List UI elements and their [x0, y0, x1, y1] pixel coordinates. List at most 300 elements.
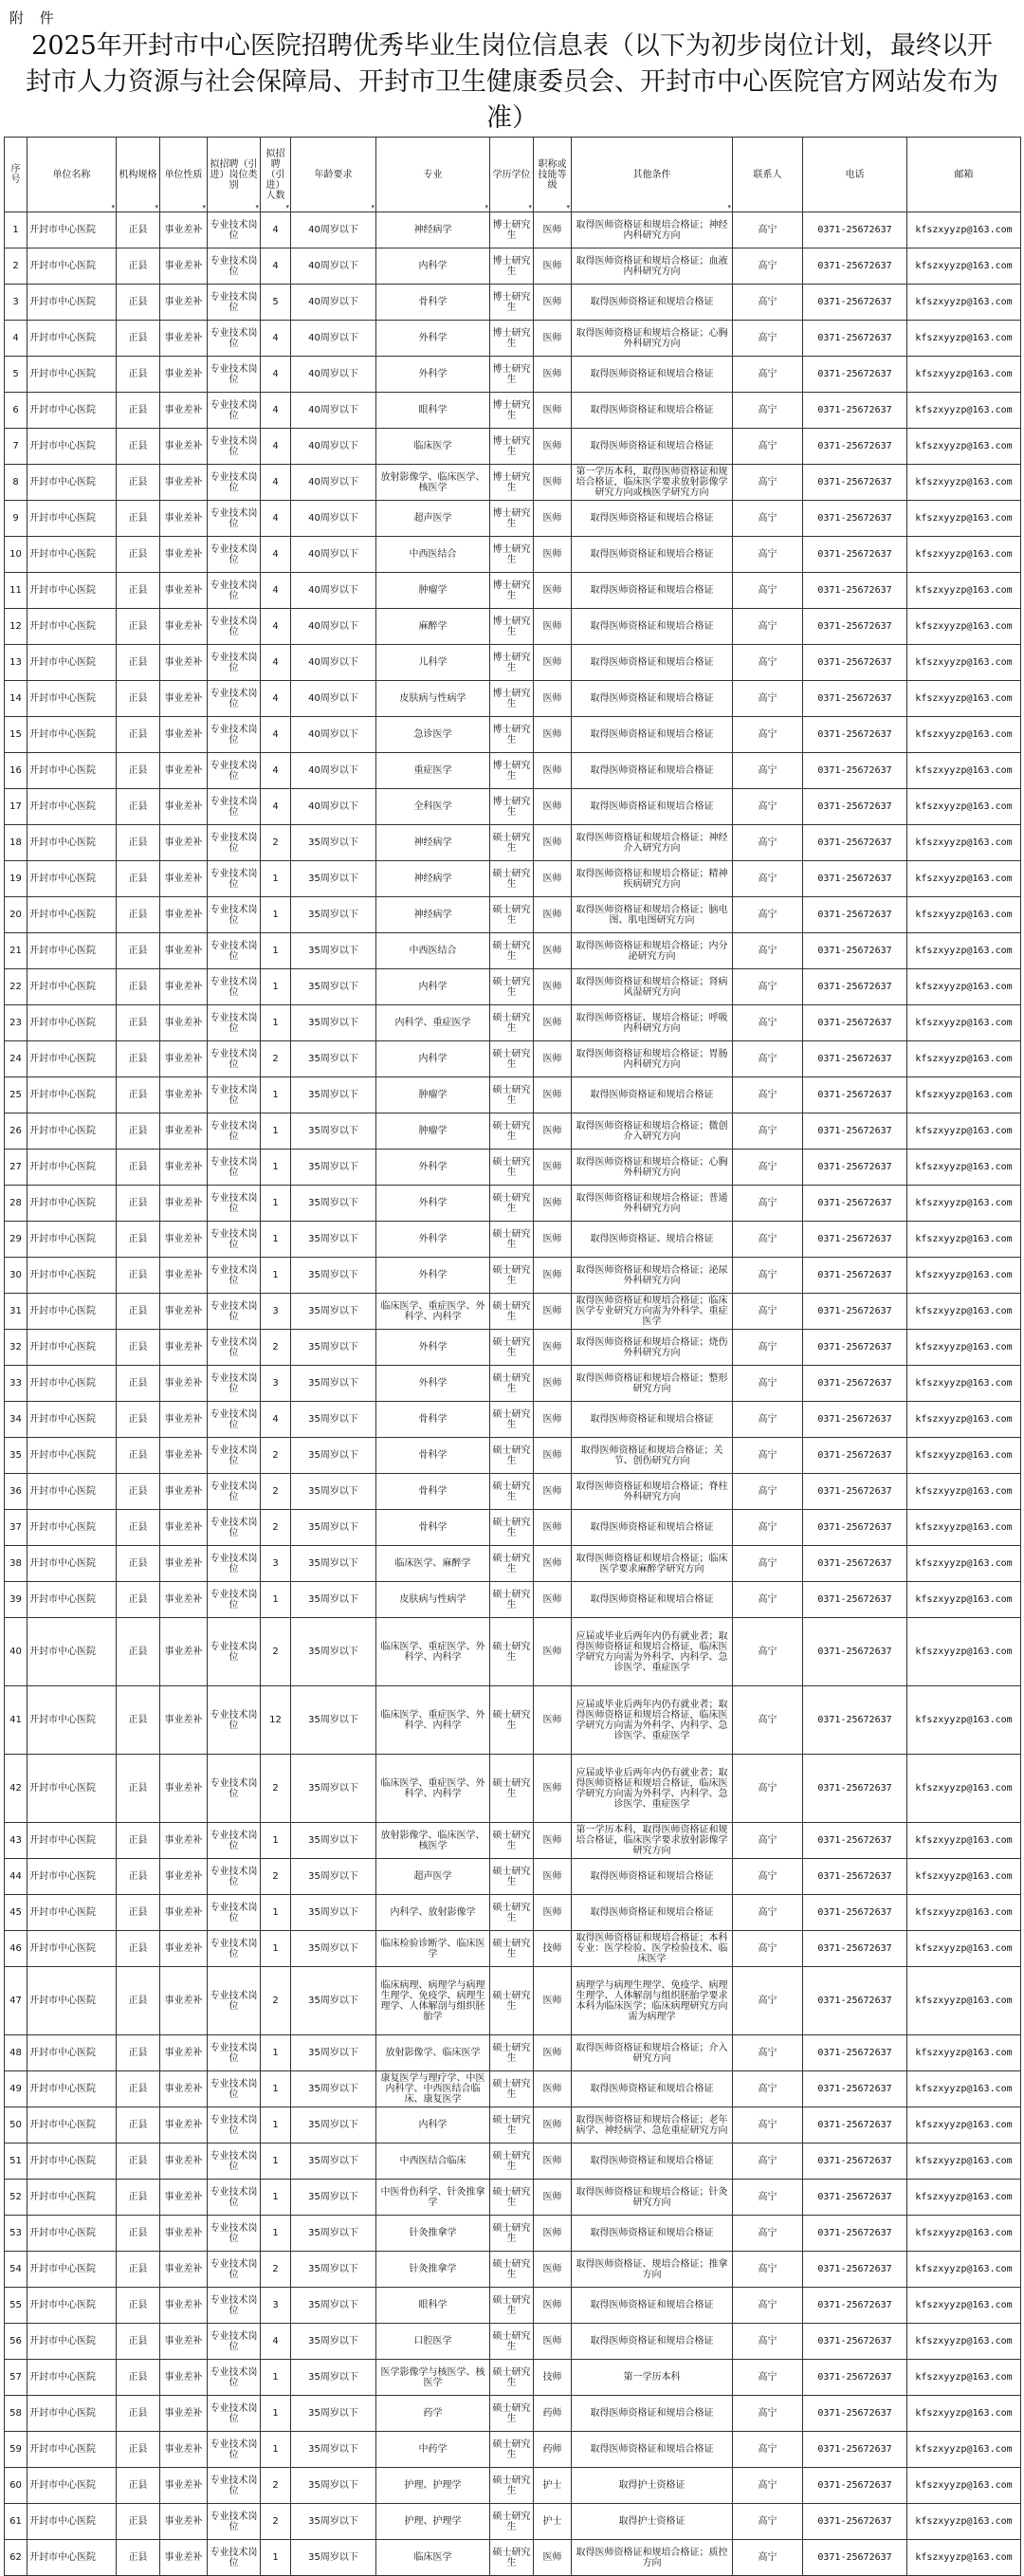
table-cell: 专业技术岗位 — [208, 1755, 261, 1823]
table-cell: 42 — [5, 1755, 27, 1823]
table-cell: 事业差补 — [160, 357, 208, 393]
table-cell: kfszxyyzp@163.com — [907, 1222, 1021, 1258]
column-header — [27, 138, 117, 212]
table-cell: 外科学 — [376, 321, 490, 357]
table-cell: 40周岁以下 — [291, 501, 376, 537]
table-cell: 博士研究生 — [490, 573, 534, 609]
table-cell: 取得医师资格证和规培合格证 — [572, 357, 733, 393]
table-cell: kfszxyyzp@163.com — [907, 1258, 1021, 1294]
table-cell: 医师 — [534, 2540, 572, 2576]
table-cell: 开封市中心医院 — [27, 897, 117, 933]
table-cell: kfszxyyzp@163.com — [907, 1150, 1021, 1186]
table-cell: 正县 — [117, 465, 160, 501]
filter-dropdown-icon[interactable]: ▾ — [727, 203, 731, 211]
table-header-row — [5, 138, 1021, 212]
table-cell: kfszxyyzp@163.com — [907, 861, 1021, 897]
table-cell: 正县 — [117, 897, 160, 933]
table-cell: 高宁 — [733, 2432, 803, 2468]
table-cell: 0371-25672637 — [803, 2504, 907, 2540]
table-cell: 0371-25672637 — [803, 1582, 907, 1618]
attachment-label: 附 件 — [9, 9, 60, 27]
table-cell: 事业差补 — [160, 645, 208, 681]
table-cell: 硕士研究生 — [490, 1186, 534, 1222]
column-header-label: 邮箱 — [954, 169, 974, 180]
table-row — [5, 2216, 1021, 2252]
table-cell: 专业技术岗位 — [208, 1113, 261, 1150]
table-cell: 硕士研究生 — [490, 1510, 534, 1546]
table-cell: 4 — [261, 321, 291, 357]
table-cell: 内科学、放射影像学 — [376, 1895, 490, 1931]
table-cell: 事业差补 — [160, 1402, 208, 1438]
table-cell: 医师 — [534, 1258, 572, 1294]
table-cell: 开封市中心医院 — [27, 2107, 117, 2144]
table-cell: 正县 — [117, 2144, 160, 2180]
table-cell: 硕士研究生 — [490, 1755, 534, 1823]
table-cell: 4 — [261, 609, 291, 645]
table-cell: 开封市中心医院 — [27, 2252, 117, 2288]
table-cell: 开封市中心医院 — [27, 1222, 117, 1258]
table-cell: 护理、护理学 — [376, 2468, 490, 2504]
table-cell: kfszxyyzp@163.com — [907, 1755, 1021, 1823]
table-cell: 2 — [261, 1618, 291, 1686]
table-cell: 35周岁以下 — [291, 1823, 376, 1859]
table-cell: 正县 — [117, 2396, 160, 2432]
table-cell: 专业技术岗位 — [208, 2252, 261, 2288]
table-cell: 硕士研究生 — [490, 2468, 534, 2504]
table-cell: 开封市中心医院 — [27, 1823, 117, 1859]
filter-dropdown-icon[interactable]: ▾ — [255, 203, 259, 211]
table-cell: 取得医师资格证和规培合格证；神经内科研究方向 — [572, 212, 733, 248]
filter-dropdown-icon[interactable]: ▾ — [155, 203, 158, 211]
table-cell: kfszxyyzp@163.com — [907, 789, 1021, 825]
table-cell: 1 — [261, 2180, 291, 2216]
table-cell: 事业差补 — [160, 2216, 208, 2252]
table-cell: 16 — [5, 753, 27, 789]
table-cell: 0371-25672637 — [803, 1755, 907, 1823]
table-cell: kfszxyyzp@163.com — [907, 2288, 1021, 2324]
table-row — [5, 933, 1021, 969]
table-cell: kfszxyyzp@163.com — [907, 501, 1021, 537]
table-cell: 高宁 — [733, 465, 803, 501]
table-cell: 内科学 — [376, 248, 490, 285]
table-cell: 正县 — [117, 825, 160, 861]
table-cell: 神经病学 — [376, 861, 490, 897]
table-cell: 博士研究生 — [490, 357, 534, 393]
table-cell: 35周岁以下 — [291, 1366, 376, 1402]
table-cell: kfszxyyzp@163.com — [907, 717, 1021, 753]
table-cell: 开封市中心医院 — [27, 1546, 117, 1582]
table-cell: 54 — [5, 2252, 27, 2288]
table-cell: 47 — [5, 1967, 27, 2035]
column-header — [534, 138, 572, 212]
table-cell: kfszxyyzp@163.com — [907, 1895, 1021, 1931]
table-cell: 正县 — [117, 789, 160, 825]
table-cell: kfszxyyzp@163.com — [907, 1510, 1021, 1546]
table-cell: kfszxyyzp@163.com — [907, 1113, 1021, 1150]
table-cell: kfszxyyzp@163.com — [907, 2396, 1021, 2432]
table-cell: 应届或毕业后两年内仍有就业者；取得医师资格证和规培合格证，临床医学研究方向需为外科学、内科学、急诊医学、重症医学 — [572, 1686, 733, 1755]
table-cell: 0371-25672637 — [803, 825, 907, 861]
table-cell: 取得医师资格证和规培合格证；心胸外科研究方向 — [572, 1150, 733, 1186]
table-cell: 正县 — [117, 2324, 160, 2360]
table-cell: 高宁 — [733, 537, 803, 573]
table-cell: 骨科学 — [376, 285, 490, 321]
table-row — [5, 2071, 1021, 2107]
table-cell: 开封市中心医院 — [27, 1582, 117, 1618]
table-row — [5, 2468, 1021, 2504]
table-cell: 0371-25672637 — [803, 2035, 907, 2071]
table-cell: 35周岁以下 — [291, 2107, 376, 2144]
table-cell: 高宁 — [733, 321, 803, 357]
table-cell: 骨科学 — [376, 1402, 490, 1438]
table-cell: 35周岁以下 — [291, 2216, 376, 2252]
table-row — [5, 1222, 1021, 1258]
table-cell: 开封市中心医院 — [27, 573, 117, 609]
table-cell: kfszxyyzp@163.com — [907, 1967, 1021, 2035]
table-cell: 高宁 — [733, 1366, 803, 1402]
table-cell: 医师 — [534, 1895, 572, 1931]
table-cell: 正县 — [117, 717, 160, 753]
table-cell: 35周岁以下 — [291, 1755, 376, 1823]
table-cell: 取得医师资格证和规培合格证 — [572, 645, 733, 681]
table-cell: 4 — [261, 501, 291, 537]
column-header-label: 年龄要求 — [314, 169, 353, 180]
table-cell: 35周岁以下 — [291, 2035, 376, 2071]
table-cell: 专业技术岗位 — [208, 2035, 261, 2071]
table-cell: 事业差补 — [160, 2396, 208, 2432]
table-cell: 专业技术岗位 — [208, 2180, 261, 2216]
table-cell: 专业技术岗位 — [208, 248, 261, 285]
table-cell: 正县 — [117, 1967, 160, 2035]
table-cell: 内科学 — [376, 2107, 490, 2144]
table-cell: 1 — [261, 2144, 291, 2180]
table-cell: 取得医师资格证和规培合格证；针灸研究方向 — [572, 2180, 733, 2216]
table-row — [5, 212, 1021, 248]
table-cell: 正县 — [117, 2360, 160, 2396]
table-row — [5, 2360, 1021, 2396]
table-cell: 0371-25672637 — [803, 2180, 907, 2216]
table-cell: 硕士研究生 — [490, 969, 534, 1005]
table-cell: 专业技术岗位 — [208, 789, 261, 825]
table-cell: 0371-25672637 — [803, 2071, 907, 2107]
table-cell: 4 — [261, 645, 291, 681]
table-cell: 开封市中心医院 — [27, 248, 117, 285]
table-cell: 事业差补 — [160, 1895, 208, 1931]
table-cell: 正县 — [117, 609, 160, 645]
table-cell: 开封市中心医院 — [27, 2288, 117, 2324]
table-cell: 0371-25672637 — [803, 1895, 907, 1931]
filter-dropdown-icon[interactable]: ▾ — [202, 203, 206, 211]
table-cell: 39 — [5, 1582, 27, 1618]
table-cell: 事业差补 — [160, 465, 208, 501]
filter-dropdown-icon[interactable]: ▾ — [485, 203, 488, 211]
table-cell: 正县 — [117, 321, 160, 357]
table-cell: 高宁 — [733, 2035, 803, 2071]
table-cell: 开封市中心医院 — [27, 1931, 117, 1967]
table-cell: 40周岁以下 — [291, 465, 376, 501]
table-cell: 33 — [5, 1366, 27, 1402]
table-cell: 正县 — [117, 1823, 160, 1859]
table-cell: kfszxyyzp@163.com — [907, 681, 1021, 717]
table-cell: 外科学 — [376, 1186, 490, 1222]
table-row — [5, 1823, 1021, 1859]
table-cell: 高宁 — [733, 825, 803, 861]
table-cell: 11 — [5, 573, 27, 609]
table-cell: 护士 — [534, 2468, 572, 2504]
table-cell: 正县 — [117, 2540, 160, 2576]
table-cell: 高宁 — [733, 393, 803, 429]
table-cell: 正县 — [117, 1258, 160, 1294]
table-cell: 博士研究生 — [490, 429, 534, 465]
table-cell: 硕士研究生 — [490, 1895, 534, 1931]
table-cell: 取得医师资格证和规培合格证；临床医学要求麻醉学研究方向 — [572, 1546, 733, 1582]
table-cell: 事业差补 — [160, 789, 208, 825]
table-cell: 博士研究生 — [490, 248, 534, 285]
table-cell: kfszxyyzp@163.com — [907, 1618, 1021, 1686]
table-cell: 硕士研究生 — [490, 2180, 534, 2216]
table-cell: 0371-25672637 — [803, 1077, 907, 1113]
filter-dropdown-icon[interactable]: ▾ — [528, 203, 532, 211]
table-cell: 0371-25672637 — [803, 1967, 907, 2035]
table-cell: 高宁 — [733, 1438, 803, 1474]
table-cell: 应届或毕业后两年内仍有就业者；取得医师资格证和规培合格证，临床医学研究方向需为外科学、内科学、急诊医学、重症医学 — [572, 1618, 733, 1686]
table-cell: 高宁 — [733, 2540, 803, 2576]
table-cell: kfszxyyzp@163.com — [907, 573, 1021, 609]
table-cell: 正县 — [117, 537, 160, 573]
table-cell: 59 — [5, 2432, 27, 2468]
table-cell: 取得医师资格证和规培合格证 — [572, 2071, 733, 2107]
table-cell: 3 — [261, 1366, 291, 1402]
table-cell: 医师 — [534, 1366, 572, 1402]
table-cell: 硕士研究生 — [490, 1967, 534, 2035]
table-cell: 开封市中心医院 — [27, 1041, 117, 1077]
table-cell: 正县 — [117, 969, 160, 1005]
table-cell: 正县 — [117, 1041, 160, 1077]
table-cell: kfszxyyzp@163.com — [907, 1041, 1021, 1077]
table-cell: 外科学 — [376, 357, 490, 393]
table-cell: 5 — [261, 285, 291, 321]
table-cell: 0371-25672637 — [803, 1859, 907, 1895]
table-cell: 2 — [261, 2504, 291, 2540]
table-cell: 35周岁以下 — [291, 1113, 376, 1150]
table-cell: 取得医师资格证和规培合格证 — [572, 2216, 733, 2252]
table-cell: 高宁 — [733, 1895, 803, 1931]
table-cell: 取得医师资格证和规培合格证 — [572, 1895, 733, 1931]
table-cell: 正县 — [117, 2071, 160, 2107]
table-cell: kfszxyyzp@163.com — [907, 1859, 1021, 1895]
table-cell: 3 — [261, 2288, 291, 2324]
table-cell: 专业技术岗位 — [208, 681, 261, 717]
table-cell: 3 — [261, 1294, 291, 1330]
table-cell: 35周岁以下 — [291, 2324, 376, 2360]
table-cell: 开封市中心医院 — [27, 717, 117, 753]
table-cell: 急诊医学 — [376, 717, 490, 753]
table-cell: 2 — [261, 1041, 291, 1077]
table-cell: 35周岁以下 — [291, 2252, 376, 2288]
table-cell: 开封市中心医院 — [27, 212, 117, 248]
filter-dropdown-icon[interactable]: ▾ — [111, 203, 115, 211]
table-cell: 56 — [5, 2324, 27, 2360]
table-cell: kfszxyyzp@163.com — [907, 1582, 1021, 1618]
table-cell: 事业差补 — [160, 1222, 208, 1258]
table-cell: 正县 — [117, 2035, 160, 2071]
table-cell: 医师 — [534, 573, 572, 609]
filter-dropdown-icon[interactable]: ▾ — [371, 203, 375, 211]
table-cell: 0371-25672637 — [803, 2288, 907, 2324]
table-cell: 第一学历本科 — [572, 2360, 733, 2396]
table-cell: 4 — [261, 357, 291, 393]
table-cell: 硕士研究生 — [490, 1438, 534, 1474]
table-cell: 针灸推拿学 — [376, 2216, 490, 2252]
table-cell: 开封市中心医院 — [27, 2468, 117, 2504]
table-cell: 取得医师资格证和规培合格证；微创介入研究方向 — [572, 1113, 733, 1150]
table-cell: 中西医结合 — [376, 933, 490, 969]
table-cell: 17 — [5, 789, 27, 825]
table-cell: 皮肤病与性病学 — [376, 681, 490, 717]
table-cell: 外科学 — [376, 1258, 490, 1294]
table-cell: 医师 — [534, 1077, 572, 1113]
table-cell: 事业差补 — [160, 1967, 208, 2035]
table-cell: 20 — [5, 897, 27, 933]
table-cell: kfszxyyzp@163.com — [907, 645, 1021, 681]
table-cell: 博士研究生 — [490, 393, 534, 429]
table-cell: 专业技术岗位 — [208, 1294, 261, 1330]
table-cell: 药师 — [534, 2432, 572, 2468]
table-cell: 40周岁以下 — [291, 573, 376, 609]
table-cell: 高宁 — [733, 789, 803, 825]
table-cell: 肿瘤学 — [376, 1077, 490, 1113]
table-cell: 0371-25672637 — [803, 537, 907, 573]
table-cell: 专业技术岗位 — [208, 357, 261, 393]
table-cell: 0371-25672637 — [803, 2432, 907, 2468]
table-row — [5, 1859, 1021, 1895]
table-cell: 4 — [261, 537, 291, 573]
table-cell: 取得医师资格证和规培合格证；老年病学、神经病学、急危重症研究方向 — [572, 2107, 733, 2144]
table-cell: 取得医师资格证和规培合格证；泌尿外科研究方向 — [572, 1258, 733, 1294]
table-cell: 医师 — [534, 1618, 572, 1686]
table-cell: 高宁 — [733, 1077, 803, 1113]
column-header — [208, 138, 261, 212]
table-cell: 第一学历本科，取得医师资格证和规培合格证，临床医学要求放射影像学研究方向 — [572, 1823, 733, 1859]
table-cell: 取得医师资格证和规培合格证；临床医学专业研究方向需为外科学、重症医学 — [572, 1294, 733, 1330]
table-cell: 46 — [5, 1931, 27, 1967]
table-cell: 35周岁以下 — [291, 1895, 376, 1931]
table-cell: 开封市中心医院 — [27, 2180, 117, 2216]
table-cell: 35周岁以下 — [291, 1510, 376, 1546]
table-cell: 事业差补 — [160, 933, 208, 969]
table-cell: 35周岁以下 — [291, 2288, 376, 2324]
table-cell: 事业差补 — [160, 429, 208, 465]
table-cell: 医师 — [534, 357, 572, 393]
table-cell: 专业技术岗位 — [208, 825, 261, 861]
table-cell: 外科学 — [376, 1366, 490, 1402]
filter-dropdown-icon[interactable]: ▾ — [566, 203, 570, 211]
table-row — [5, 825, 1021, 861]
table-cell: kfszxyyzp@163.com — [907, 212, 1021, 248]
table-cell: 0371-25672637 — [803, 212, 907, 248]
table-cell: 开封市中心医院 — [27, 2504, 117, 2540]
table-cell: 临床医学、重症医学、外科学、内科学 — [376, 1686, 490, 1755]
table-cell: 正县 — [117, 2288, 160, 2324]
table-cell: 35周岁以下 — [291, 969, 376, 1005]
table-cell: 0371-25672637 — [803, 2216, 907, 2252]
table-cell: 1 — [261, 1150, 291, 1186]
table-cell: 高宁 — [733, 717, 803, 753]
table-cell: 正县 — [117, 2107, 160, 2144]
table-cell: 35周岁以下 — [291, 1859, 376, 1895]
table-cell: 事业差补 — [160, 393, 208, 429]
table-cell: 0371-25672637 — [803, 1402, 907, 1438]
table-row — [5, 1438, 1021, 1474]
table-cell: kfszxyyzp@163.com — [907, 321, 1021, 357]
table-cell: 正县 — [117, 393, 160, 429]
table-cell: 医师 — [534, 2252, 572, 2288]
table-cell: 放射影像学、临床医学 — [376, 2035, 490, 2071]
table-cell: 0371-25672637 — [803, 933, 907, 969]
table-cell: 专业技术岗位 — [208, 717, 261, 753]
table-cell: 专业技术岗位 — [208, 897, 261, 933]
table-cell: 临床检验诊断学、临床医学 — [376, 1931, 490, 1967]
table-cell: 35周岁以下 — [291, 1546, 376, 1582]
table-cell: 医师 — [534, 393, 572, 429]
table-cell: 35周岁以下 — [291, 1222, 376, 1258]
table-cell: 内科学 — [376, 969, 490, 1005]
table-cell: 40周岁以下 — [291, 285, 376, 321]
table-cell: 硕士研究生 — [490, 1546, 534, 1582]
table-cell: 正县 — [117, 2504, 160, 2540]
table-cell: 高宁 — [733, 1755, 803, 1823]
column-header-label: 其他条件 — [632, 169, 671, 180]
table-cell: kfszxyyzp@163.com — [907, 2432, 1021, 2468]
table-cell: 高宁 — [733, 2504, 803, 2540]
table-cell: 35 — [5, 1438, 27, 1474]
table-cell: 22 — [5, 969, 27, 1005]
table-cell: kfszxyyzp@163.com — [907, 2180, 1021, 2216]
table-row — [5, 1686, 1021, 1755]
table-row — [5, 248, 1021, 285]
table-cell: 35周岁以下 — [291, 2360, 376, 2396]
table-cell: 正县 — [117, 933, 160, 969]
table-cell: 事业差补 — [160, 1258, 208, 1294]
table-row — [5, 573, 1021, 609]
table-cell: 护士 — [534, 2504, 572, 2540]
table-cell: 35周岁以下 — [291, 1618, 376, 1686]
table-cell: kfszxyyzp@163.com — [907, 1438, 1021, 1474]
table-cell: 专业技术岗位 — [208, 1330, 261, 1366]
table-cell: 取得医师资格证和规培合格证；心胸外科研究方向 — [572, 321, 733, 357]
filter-dropdown-icon[interactable]: ▾ — [285, 203, 289, 211]
table-cell: 专业技术岗位 — [208, 1366, 261, 1402]
table-cell: 正县 — [117, 1366, 160, 1402]
table-cell: 开封市中心医院 — [27, 2216, 117, 2252]
table-cell: 开封市中心医院 — [27, 609, 117, 645]
column-header-label: 拟招聘（引进）岗位类别 — [210, 158, 258, 191]
table-cell: 技师 — [534, 2360, 572, 2396]
table-cell: 0371-25672637 — [803, 1294, 907, 1330]
column-header — [160, 138, 208, 212]
column-header-label: 联系人 — [753, 169, 782, 180]
column-header — [572, 138, 733, 212]
table-cell: 医师 — [534, 2324, 572, 2360]
table-cell: kfszxyyzp@163.com — [907, 357, 1021, 393]
table-cell: 4 — [261, 681, 291, 717]
table-cell: 事业差补 — [160, 2035, 208, 2071]
table-cell: 专业技术岗位 — [208, 2324, 261, 2360]
positions-table — [4, 137, 1021, 2576]
table-cell: 正县 — [117, 357, 160, 393]
table-cell: 医师 — [534, 285, 572, 321]
table-cell: 开封市中心医院 — [27, 537, 117, 573]
